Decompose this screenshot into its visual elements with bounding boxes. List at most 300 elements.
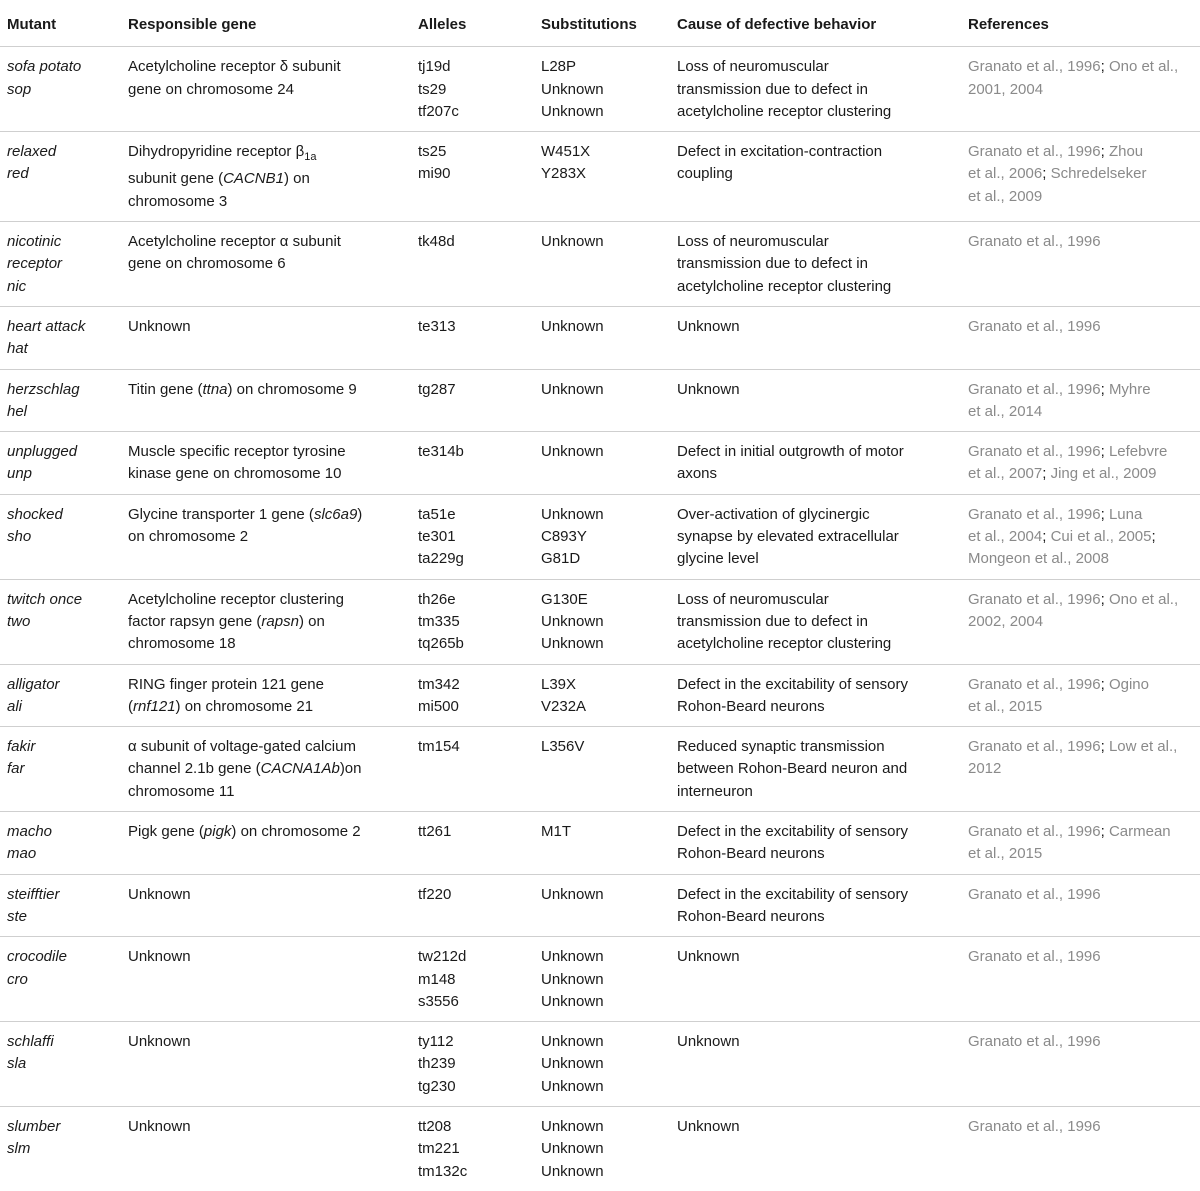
reference-link[interactable]: Granato et al., 1996	[968, 675, 1101, 693]
mutant-cell	[0, 369, 121, 432]
cause-line: axons	[677, 465, 718, 483]
gene-cell	[121, 494, 411, 579]
alleles-cell	[411, 222, 534, 307]
reference-link[interactable]: et al., 2006	[968, 165, 1043, 183]
mutant-name: relaxed	[7, 143, 57, 161]
cause-line: coupling	[677, 165, 733, 183]
substitutions-cell	[534, 937, 670, 1022]
gene-line: Muscle specific receptor tyrosine	[128, 443, 346, 461]
substitution: Unknown	[541, 317, 604, 335]
cause-cell	[670, 1022, 961, 1107]
allele: ts29	[418, 80, 447, 98]
gene-line: Unknown	[128, 1033, 191, 1051]
allele: tg230	[418, 1077, 456, 1095]
mutant-abbrev: cro	[7, 970, 28, 988]
reference-link[interactable]: Ogino	[1108, 675, 1149, 693]
table-row	[0, 132, 1200, 222]
substitutions-cell	[534, 222, 670, 307]
gene-line: chromosome 3	[128, 192, 228, 210]
substitutions-cell	[534, 1022, 670, 1107]
substitution: Unknown	[541, 1117, 604, 1135]
gene-cell	[121, 432, 411, 495]
substitution: Unknown	[541, 970, 604, 988]
allele: th239	[418, 1055, 456, 1073]
reference-separator: ;	[1100, 675, 1109, 693]
reference-link[interactable]: Cui et al., 2005	[1050, 528, 1152, 546]
gene-cell	[121, 369, 411, 432]
cause-line: Defect in initial outgrowth of motor	[677, 443, 904, 461]
substitutions-cell	[534, 47, 670, 132]
mutant-name: nicotinic	[7, 233, 62, 251]
gene-line: on chromosome 2	[128, 528, 249, 546]
allele: tt208	[418, 1117, 452, 1135]
alleles-cell	[411, 494, 534, 579]
mutant-cell	[0, 306, 121, 369]
cause-cell	[670, 937, 961, 1022]
reference-link[interactable]: et al., 2014	[968, 402, 1043, 420]
mutant-cell	[0, 664, 121, 727]
mutant-abbrev: red	[7, 165, 29, 183]
mutant-abbrev: mao	[7, 845, 37, 863]
substitution: Unknown	[541, 1162, 604, 1180]
table-row	[0, 369, 1200, 432]
mutant-name: macho	[7, 823, 53, 841]
cause-cell	[670, 369, 961, 432]
gene-line: chromosome 11	[128, 782, 235, 800]
reference-link[interactable]: Granato et al., 1996	[968, 317, 1101, 335]
substitution: G81D	[541, 550, 581, 568]
reference-link[interactable]: 2002, 2004	[968, 612, 1044, 630]
gene-line: Unknown	[128, 885, 191, 903]
mutant-cell	[0, 494, 121, 579]
gene-cell	[121, 1022, 411, 1107]
allele: ta229g	[418, 550, 464, 568]
cause-line: acetylcholine receptor clustering	[677, 102, 892, 120]
substitution: Unknown	[541, 1033, 604, 1051]
substitutions-cell	[534, 812, 670, 875]
substitutions-cell	[534, 432, 670, 495]
gene-text: Pigk gene (	[128, 823, 204, 841]
mutant-cell	[0, 937, 121, 1022]
cause-cell	[670, 727, 961, 812]
gene-cell	[121, 1106, 411, 1190]
cause-line: Unknown	[677, 948, 740, 966]
mutant-name: steifftier	[7, 885, 60, 903]
table-row	[0, 874, 1200, 937]
table-row	[0, 1106, 1200, 1190]
gene-cell	[121, 132, 411, 222]
allele: te313	[418, 317, 456, 335]
allele: tg287	[418, 380, 456, 398]
mutant-abbrev: ali	[7, 697, 23, 715]
reference-separator: ;	[1100, 143, 1109, 161]
reference-link[interactable]: Myhre	[1108, 380, 1151, 398]
cause-cell	[670, 579, 961, 664]
reference-link[interactable]: Jing et al., 2009	[1050, 465, 1157, 483]
table-row	[0, 306, 1200, 369]
substitution: Unknown	[541, 1077, 604, 1095]
mutant-name: unplugged	[7, 443, 78, 461]
reference-link[interactable]: et al., 2007	[968, 465, 1043, 483]
substitution: M1T	[541, 823, 571, 841]
header-mutant: Mutant	[0, 0, 121, 47]
reference-separator: ;	[1042, 465, 1051, 483]
cause-cell	[670, 132, 961, 222]
reference-link[interactable]: Lefebvre	[1108, 443, 1168, 461]
mutant-cell	[0, 132, 121, 222]
gene-cell	[121, 727, 411, 812]
allele: th26e	[418, 590, 456, 608]
allele: tw212d	[418, 948, 467, 966]
reference-separator: ;	[1100, 58, 1109, 76]
mutant-abbrev: hat	[7, 340, 28, 358]
mutant-abbrev: two	[7, 612, 31, 630]
mutant-abbrev: nic	[7, 277, 27, 295]
mutant-cell	[0, 1022, 121, 1107]
reference-link[interactable]: Granato et al., 1996	[968, 590, 1101, 608]
reference-link[interactable]: 2001, 2004	[968, 80, 1044, 98]
cause-line: Unknown	[677, 1033, 740, 1051]
substitutions-cell	[534, 132, 670, 222]
gene-symbol: CACNB1	[223, 170, 284, 188]
allele: ts25	[418, 143, 447, 161]
substitutions-cell	[534, 1106, 670, 1190]
allele: mi500	[418, 697, 459, 715]
table-row	[0, 47, 1200, 132]
reference-link[interactable]: Granato et al., 1996	[968, 1033, 1101, 1051]
gene-text: factor rapsyn gene (	[128, 612, 262, 630]
alleles-cell	[411, 47, 534, 132]
reference-link[interactable]: et al., 2015	[968, 697, 1043, 715]
gene-text: Dihydropyridine receptor β	[128, 143, 305, 161]
references-cell	[961, 1106, 1200, 1190]
reference-link[interactable]: Granato et al., 1996	[968, 948, 1101, 966]
gene-text: Glycine transporter 1 gene (	[128, 505, 314, 523]
references-cell	[961, 664, 1200, 727]
substitutions-cell	[534, 494, 670, 579]
cause-line: Unknown	[677, 380, 740, 398]
references-cell	[961, 1022, 1200, 1107]
substitutions-cell	[534, 369, 670, 432]
alleles-cell	[411, 1022, 534, 1107]
gene-symbol: slc6a9	[313, 505, 358, 523]
mutant-name: schlaffi	[7, 1033, 54, 1051]
gene-line: Acetylcholine receptor α subunit	[128, 233, 341, 251]
mutant-cell	[0, 812, 121, 875]
mutant-name: sofa potato	[7, 58, 82, 76]
mutant-cell	[0, 1106, 121, 1190]
mutant-cell	[0, 47, 121, 132]
allele: ta51e	[418, 505, 456, 523]
alleles-cell	[411, 579, 534, 664]
reference-separator: ;	[1100, 443, 1109, 461]
allele: ty112	[418, 1033, 454, 1051]
cause-line: acetylcholine receptor clustering	[677, 635, 892, 653]
mutant-abbrev: ste	[7, 907, 28, 925]
mutant-cell	[0, 579, 121, 664]
allele: tk48d	[418, 233, 455, 251]
substitution: L28P	[541, 58, 577, 76]
gene-line: Unknown	[128, 1117, 191, 1135]
allele: tq265b	[418, 635, 464, 653]
mutant-abbrev: slm	[7, 1140, 31, 1158]
substitutions-cell	[534, 664, 670, 727]
cause-line: Rohon-Beard neurons	[677, 845, 825, 863]
substitution: Unknown	[541, 80, 604, 98]
cause-line: Unknown	[677, 1117, 740, 1135]
reference-link[interactable]: Granato et al., 1996	[968, 738, 1101, 756]
substitution: V232A	[541, 697, 587, 715]
reference-link[interactable]: 2012	[968, 760, 1002, 778]
substitution: Unknown	[541, 885, 604, 903]
cause-cell	[670, 874, 961, 937]
gene-line: kinase gene on chromosome 10	[128, 465, 342, 483]
gene-line: gene on chromosome 24	[128, 80, 294, 98]
alleles-cell	[411, 432, 534, 495]
gene-subscript: 1a	[304, 151, 317, 164]
allele: tm335	[418, 612, 460, 630]
gene-cell	[121, 664, 411, 727]
alleles-cell	[411, 812, 534, 875]
reference-link[interactable]: Ono et al.,	[1108, 58, 1179, 76]
reference-link[interactable]: Ono et al.,	[1108, 590, 1179, 608]
substitution: L39X	[541, 675, 577, 693]
reference-link[interactable]: Granato et al., 1996	[968, 443, 1101, 461]
allele: te301	[418, 528, 456, 546]
references-cell	[961, 937, 1200, 1022]
substitution: Unknown	[541, 505, 604, 523]
cause-line: Defect in the excitability of sensory	[677, 675, 908, 693]
mutant-name: twitch once	[7, 590, 83, 608]
allele: tm342	[418, 675, 460, 693]
references-cell	[961, 369, 1200, 432]
cause-line: Loss of neuromuscular	[677, 233, 829, 251]
mutant-cell	[0, 874, 121, 937]
cause-cell	[670, 222, 961, 307]
substitutions-cell	[534, 579, 670, 664]
gene-text: ) on	[298, 612, 325, 630]
reference-link[interactable]: Granato et al., 1996	[968, 885, 1101, 903]
reference-link[interactable]: Carmean	[1108, 823, 1171, 841]
substitution: Unknown	[541, 443, 604, 461]
allele: tm154	[418, 738, 460, 756]
cause-line: acetylcholine receptor clustering	[677, 277, 892, 295]
gene-text: subunit gene (	[128, 170, 224, 188]
allele: mi90	[418, 165, 451, 183]
table-row	[0, 664, 1200, 727]
reference-link[interactable]: et al., 2009	[968, 187, 1043, 205]
header-alleles: Alleles	[411, 0, 534, 47]
table-row	[0, 937, 1200, 1022]
gene-text: ) on chromosome 21	[175, 697, 314, 715]
mutant-cell	[0, 432, 121, 495]
gene-line: Acetylcholine receptor δ subunit	[128, 58, 341, 76]
substitutions-cell	[534, 727, 670, 812]
table-row	[0, 1022, 1200, 1107]
substitution: W451X	[541, 143, 591, 161]
header-responsible-gene: Responsible gene	[121, 0, 411, 47]
gene-line: Acetylcholine receptor clustering	[128, 590, 344, 608]
table-row	[0, 812, 1200, 875]
allele: tf220	[418, 885, 452, 903]
substitution: C893Y	[541, 528, 587, 546]
cause-cell	[670, 432, 961, 495]
reference-separator: ;	[1042, 528, 1051, 546]
gene-line: RING finger protein 121 gene	[128, 675, 324, 693]
cause-line: synapse by elevated extracellular	[677, 528, 899, 546]
gene-symbol: rnf121	[133, 697, 176, 715]
gene-text: ) on chromosome 2	[231, 823, 361, 841]
cause-line: between Rohon-Beard neuron and	[677, 760, 908, 778]
references-cell	[961, 47, 1200, 132]
allele: m148	[418, 970, 456, 988]
table-row	[0, 579, 1200, 664]
mutant-abbrev: sop	[7, 80, 32, 98]
gene-text: channel 2.1b gene (	[128, 760, 261, 778]
allele: tf207c	[418, 102, 459, 120]
cause-line: Over-activation of glycinergic	[677, 505, 870, 523]
alleles-cell	[411, 727, 534, 812]
table-row	[0, 494, 1200, 579]
mutant-cell	[0, 727, 121, 812]
references-cell	[961, 306, 1200, 369]
gene-symbol: CACNA1Ab	[260, 760, 340, 778]
cause-cell	[670, 664, 961, 727]
reference-link[interactable]: Zhou	[1108, 143, 1144, 161]
gene-cell	[121, 47, 411, 132]
cause-cell	[670, 47, 961, 132]
reference-link[interactable]: Granato et al., 1996	[968, 380, 1101, 398]
substitution: Unknown	[541, 948, 604, 966]
mutant-name: herzschlag	[7, 380, 80, 398]
gene-cell	[121, 222, 411, 307]
mutant-cell	[0, 222, 121, 307]
cause-line: glycine level	[677, 550, 759, 568]
substitution: Unknown	[541, 992, 604, 1010]
reference-link[interactable]: Luna	[1108, 505, 1143, 523]
gene-line: Unknown	[128, 948, 191, 966]
mutant-name: slumber	[7, 1117, 61, 1135]
mutant-abbrev: sho	[7, 528, 32, 546]
reference-link[interactable]: Granato et al., 1996	[968, 233, 1101, 251]
gene-line: α subunit of voltage-gated calcium	[128, 738, 356, 756]
substitution: Unknown	[541, 612, 604, 630]
reference-link[interactable]: Granato et al., 1996	[968, 143, 1101, 161]
references-cell	[961, 132, 1200, 222]
mutant-name: alligator	[7, 675, 60, 693]
gene-text: )on	[339, 760, 362, 778]
cause-line: transmission due to defect in	[677, 612, 868, 630]
reference-link[interactable]: Granato et al., 1996	[968, 1117, 1101, 1135]
cause-line: Defect in the excitability of sensory	[677, 885, 908, 903]
substitution: Unknown	[541, 1055, 604, 1073]
references-cell	[961, 222, 1200, 307]
cause-cell	[670, 812, 961, 875]
reference-link[interactable]: Granato et al., 1996	[968, 58, 1101, 76]
substitution: Y283X	[541, 165, 587, 183]
alleles-cell	[411, 874, 534, 937]
header-cause: Cause of defective behavior	[670, 0, 961, 47]
allele: tt261	[418, 823, 452, 841]
cause-line: Reduced synaptic transmission	[677, 738, 885, 756]
references-cell	[961, 812, 1200, 875]
gene-cell	[121, 937, 411, 1022]
substitutions-cell	[534, 874, 670, 937]
gene-line: chromosome 18	[128, 635, 236, 653]
reference-link[interactable]: Mongeon et al., 2008	[968, 550, 1109, 568]
gene-text: Titin gene (	[128, 380, 203, 398]
reference-separator: ;	[1042, 165, 1051, 183]
gene-text: ) on chromosome 9	[227, 380, 357, 398]
header-references: References	[961, 0, 1200, 47]
reference-separator: ;	[1100, 738, 1109, 756]
alleles-cell	[411, 369, 534, 432]
allele: te314b	[418, 443, 464, 461]
reference-link[interactable]: Schredelseker	[1050, 165, 1147, 183]
mutant-name: receptor	[7, 255, 63, 273]
gene-line: gene on chromosome 6	[128, 255, 286, 273]
reference-separator: ;	[1100, 590, 1109, 608]
table-row	[0, 222, 1200, 307]
references-cell	[961, 432, 1200, 495]
cause-line: Rohon-Beard neurons	[677, 907, 825, 925]
cause-cell	[670, 494, 961, 579]
allele: s3556	[418, 992, 459, 1010]
cause-cell	[670, 306, 961, 369]
gene-text: (	[128, 697, 133, 715]
reference-separator: ;	[1100, 505, 1109, 523]
alleles-cell	[411, 306, 534, 369]
substitution: G130E	[541, 590, 588, 608]
alleles-cell	[411, 1106, 534, 1190]
reference-link[interactable]: Low et al.,	[1108, 738, 1178, 756]
mutant-abbrev: hel	[7, 402, 28, 420]
reference-separator: ;	[1151, 528, 1156, 546]
gene-text: ) on	[283, 170, 310, 188]
mutant-name: fakir	[7, 738, 36, 756]
cause-line: Unknown	[677, 317, 740, 335]
gene-cell	[121, 812, 411, 875]
references-cell	[961, 494, 1200, 579]
allele: tm221	[418, 1140, 460, 1158]
gene-text: )	[357, 505, 363, 523]
substitution: Unknown	[541, 380, 604, 398]
mutant-name: shocked	[7, 505, 63, 523]
gene-line: Unknown	[128, 317, 191, 335]
cause-line: Loss of neuromuscular	[677, 590, 829, 608]
reference-link[interactable]: Granato et al., 1996	[968, 505, 1101, 523]
alleles-cell	[411, 132, 534, 222]
references-cell	[961, 727, 1200, 812]
reference-link[interactable]: et al., 2015	[968, 845, 1043, 863]
substitution: Unknown	[541, 635, 604, 653]
cause-line: Defect in excitation-contraction	[677, 143, 883, 161]
allele: tm132c	[418, 1162, 468, 1180]
gene-symbol: ttna	[202, 380, 228, 398]
mutant-abbrev: sla	[7, 1055, 27, 1073]
cause-line: Defect in the excitability of sensory	[677, 823, 908, 841]
mutant-abbrev: unp	[7, 465, 33, 483]
reference-link[interactable]: et al., 2004	[968, 528, 1043, 546]
mutant-name: crocodile	[7, 948, 68, 966]
gene-cell	[121, 579, 411, 664]
header-row	[0, 0, 1200, 47]
cause-line: interneuron	[677, 782, 753, 800]
substitution: Unknown	[541, 233, 604, 251]
header-substitutions: Substitutions	[534, 0, 670, 47]
gene-symbol: pigk	[203, 823, 232, 841]
reference-link[interactable]: Granato et al., 1996	[968, 823, 1101, 841]
